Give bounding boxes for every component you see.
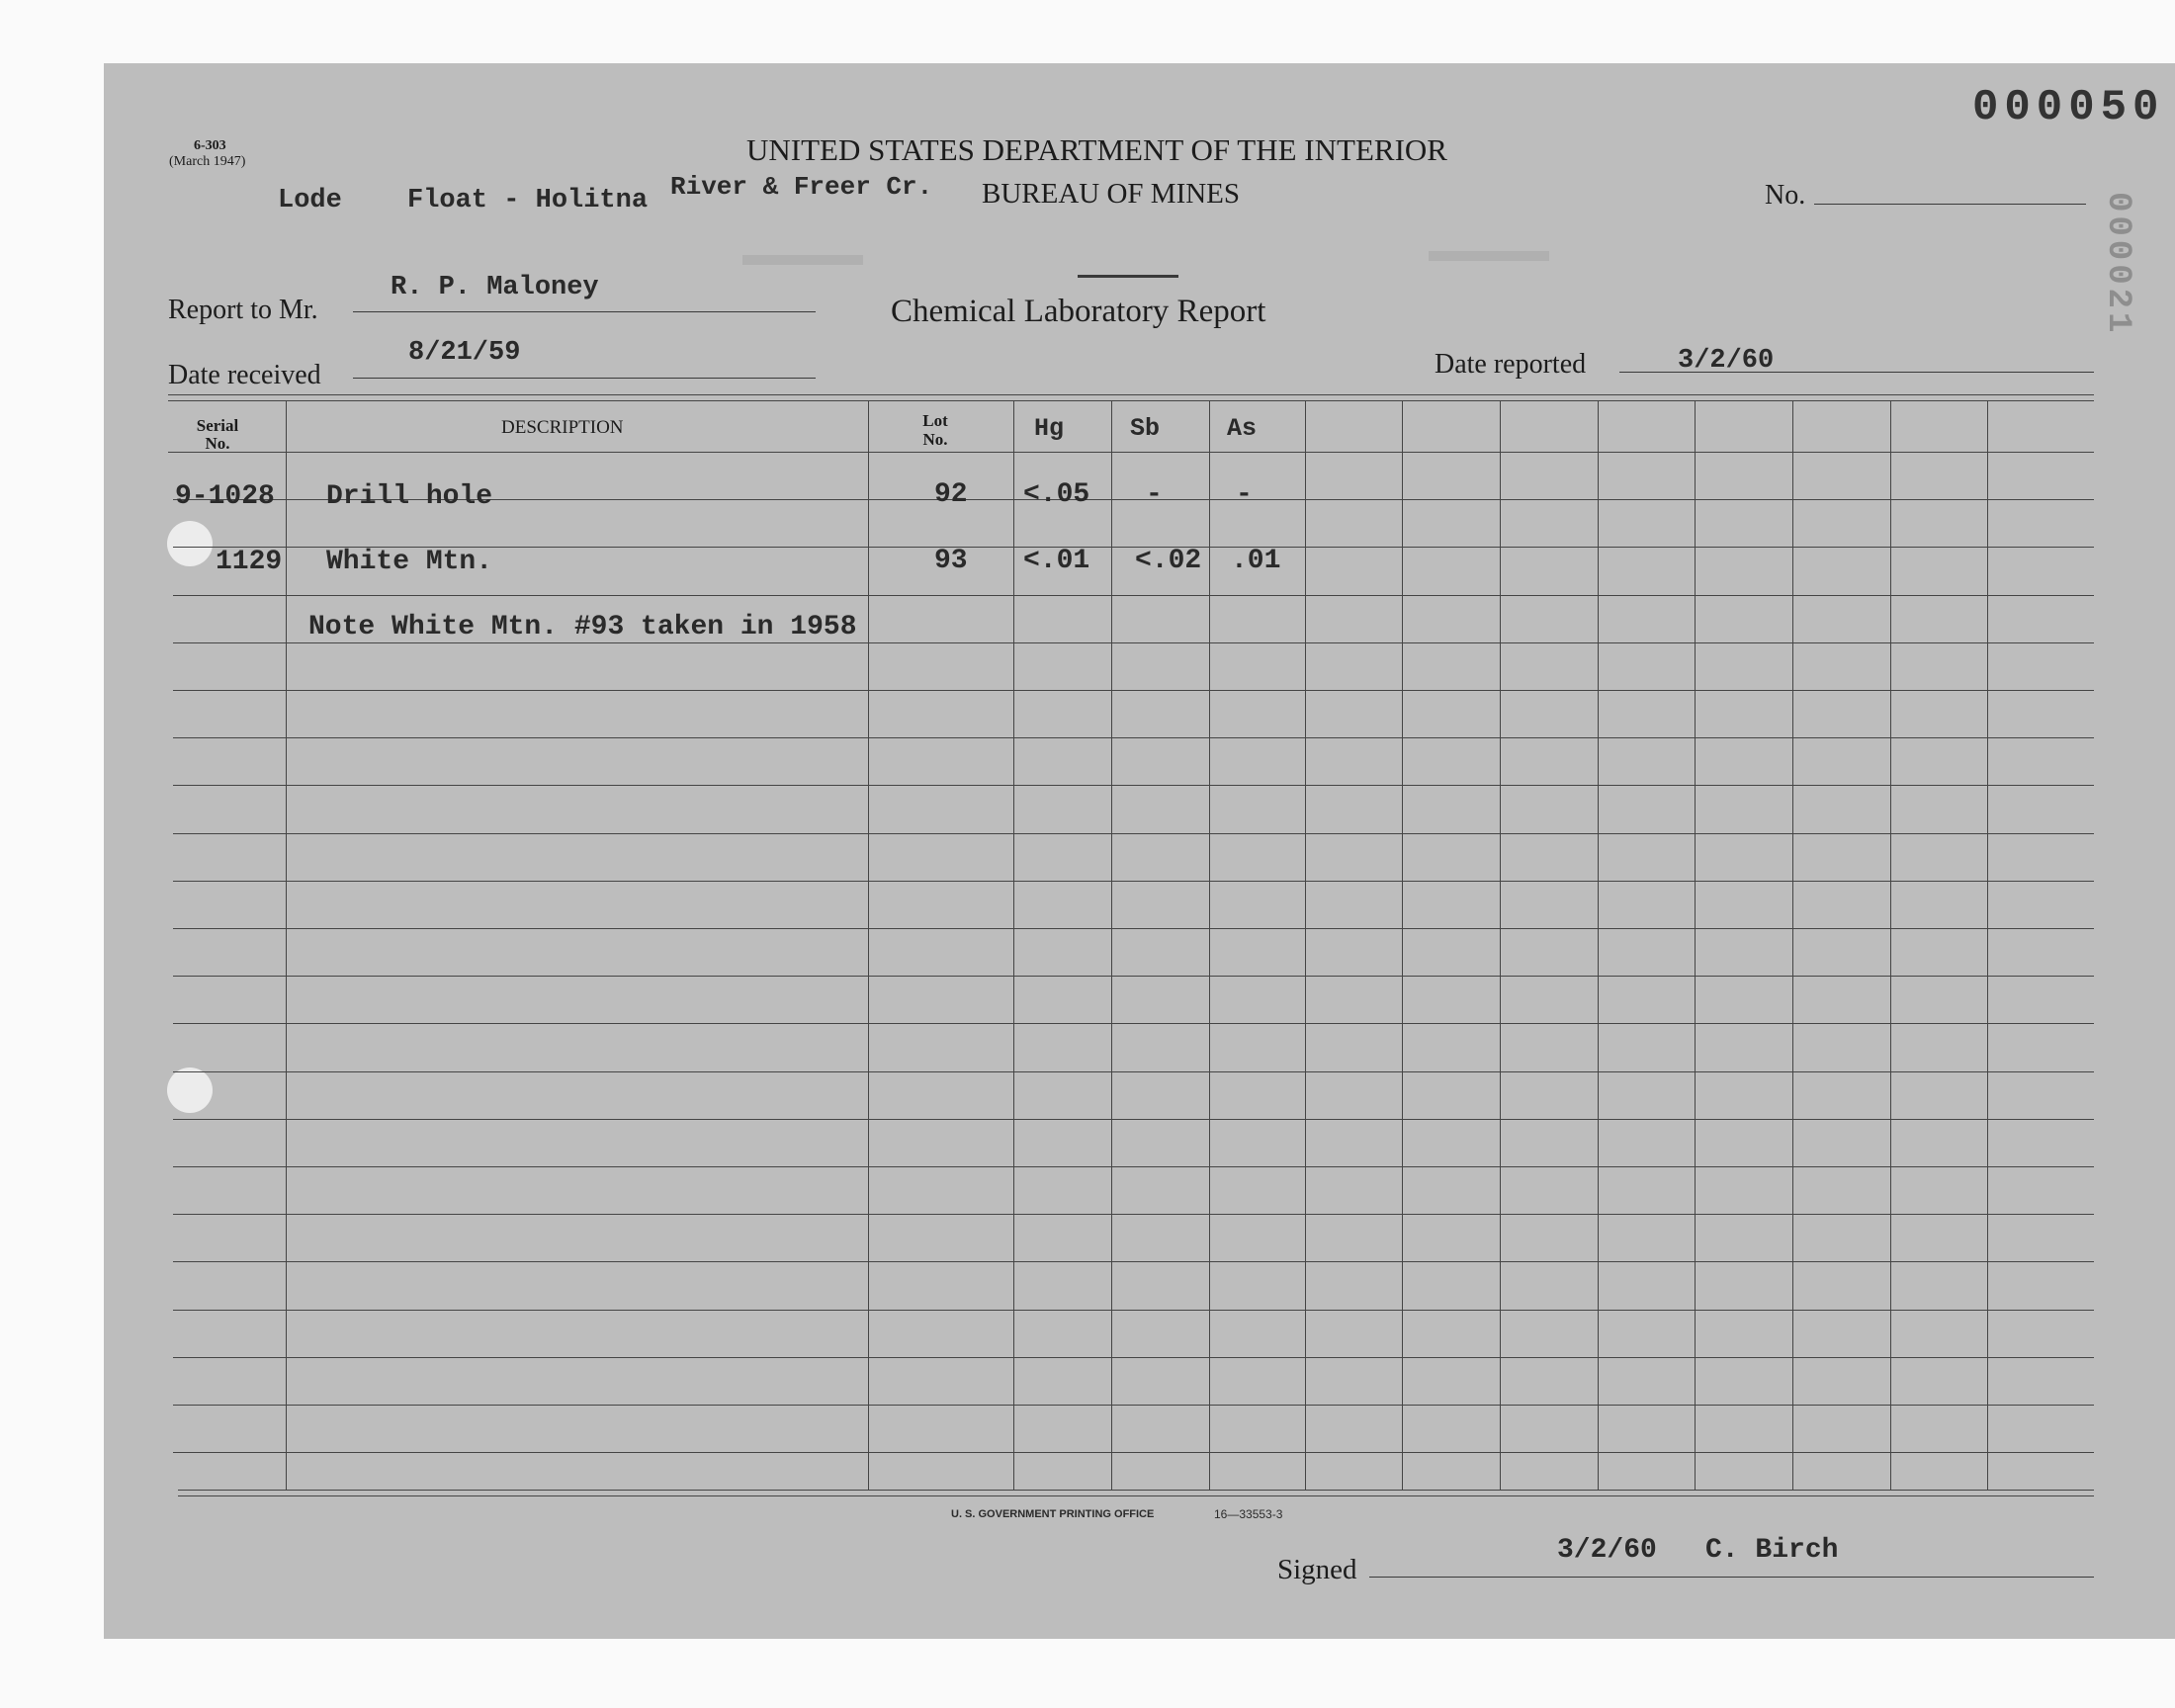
faint-mark bbox=[1429, 251, 1549, 261]
header-description: DESCRIPTION bbox=[501, 417, 624, 438]
bureau-title: BUREAU OF MINES bbox=[982, 178, 1241, 210]
table-column-rule bbox=[1695, 400, 1696, 1490]
location-float: Float - Holitna bbox=[407, 186, 649, 215]
header-bottom-rule bbox=[168, 452, 2094, 453]
table-column-rule bbox=[1402, 400, 1403, 1490]
table-row-rule bbox=[173, 1119, 2094, 1120]
report-to-label: Report to Mr. bbox=[168, 295, 318, 325]
row-1-description: Drill hole bbox=[326, 481, 493, 512]
date-received-line bbox=[353, 378, 816, 379]
table-row-rule bbox=[173, 595, 2094, 596]
table-row-rule bbox=[173, 928, 2094, 929]
table-row-rule bbox=[173, 1310, 2094, 1311]
location-lode: Lode bbox=[278, 186, 342, 215]
form-date: (March 1947) bbox=[169, 154, 246, 169]
row-1-serial: 9-1028 bbox=[175, 481, 275, 512]
date-received-value: 8/21/59 bbox=[408, 338, 521, 368]
table-column-rule bbox=[1305, 400, 1306, 1490]
row-1-hg: <.05 bbox=[1023, 479, 1090, 510]
signed-date: 3/2/60 bbox=[1557, 1535, 1657, 1566]
table-bottom-rule bbox=[178, 1490, 2094, 1491]
table-column-rule bbox=[1792, 400, 1793, 1490]
table-top-rule-inner bbox=[168, 400, 2094, 401]
table-row-rule bbox=[173, 833, 2094, 834]
table-row-rule bbox=[173, 1452, 2094, 1453]
date-reported-label: Date reported bbox=[1435, 349, 1587, 380]
table-row-rule bbox=[173, 1214, 2094, 1215]
table-column-rule bbox=[1598, 400, 1599, 1490]
location-river: River & Freer Cr. bbox=[670, 172, 933, 202]
row-2-hg: <.01 bbox=[1023, 546, 1090, 576]
signature-line bbox=[1369, 1577, 2094, 1578]
table-column-rule bbox=[1500, 400, 1501, 1490]
table-column-rule bbox=[286, 400, 287, 1490]
table-row-rule bbox=[173, 881, 2094, 882]
row-2-lot: 93 bbox=[934, 546, 968, 576]
row-1-lot: 92 bbox=[934, 479, 968, 510]
header-sb: Sb bbox=[1130, 414, 1161, 443]
table-top-rule bbox=[168, 394, 2094, 395]
table-row-rule bbox=[173, 1166, 2094, 1167]
table-row-rule bbox=[173, 1071, 2094, 1072]
header-serial: Serial No. bbox=[196, 416, 239, 453]
punch-hole-upper bbox=[167, 521, 213, 566]
table-row-rule bbox=[173, 1261, 2094, 1262]
table-column-rule bbox=[1111, 400, 1112, 1490]
print-code: 16—33553-3 bbox=[1214, 1507, 1283, 1521]
report-title: Chemical Laboratory Report bbox=[891, 294, 1266, 329]
header-lot: Lot No. bbox=[922, 411, 948, 449]
stamp-number: 000050 bbox=[1972, 83, 2165, 132]
table-row-rule bbox=[173, 1023, 2094, 1024]
header-as: As bbox=[1227, 414, 1258, 443]
punch-hole-lower bbox=[167, 1068, 213, 1113]
title-rule bbox=[1078, 275, 1178, 278]
row-1-sb: - bbox=[1146, 479, 1163, 510]
table-row-rule bbox=[173, 1357, 2094, 1358]
table-note: Note White Mtn. #93 taken in 1958 bbox=[308, 612, 857, 642]
table-row-rule bbox=[173, 785, 2094, 786]
date-received-label: Date received bbox=[168, 360, 321, 390]
signed-label: Signed bbox=[1277, 1554, 1357, 1585]
date-reported-line bbox=[1619, 372, 2094, 373]
table-column-rule bbox=[1013, 400, 1014, 1490]
row-1-as: - bbox=[1236, 479, 1253, 510]
table-row-rule bbox=[173, 976, 2094, 977]
table-column-rule bbox=[1987, 400, 1988, 1490]
report-to-line bbox=[353, 311, 816, 312]
signed-name: C. Birch bbox=[1705, 1535, 1839, 1566]
no-field-line bbox=[1814, 204, 2086, 205]
row-2-serial: 1129 bbox=[216, 547, 283, 577]
table-row-rule bbox=[173, 1405, 2094, 1406]
report-to-value: R. P. Maloney bbox=[391, 273, 599, 302]
table-row-rule bbox=[173, 737, 2094, 738]
faint-mark bbox=[742, 255, 863, 265]
row-2-as: .01 bbox=[1231, 546, 1281, 576]
table-column-rule bbox=[868, 400, 869, 1490]
form-number: 6-303 bbox=[194, 138, 226, 153]
table-column-rule bbox=[1209, 400, 1210, 1490]
header-hg: Hg bbox=[1034, 414, 1065, 443]
row-2-sb: <.02 bbox=[1135, 546, 1202, 576]
table-row-rule bbox=[173, 690, 2094, 691]
table-column-rule bbox=[1890, 400, 1891, 1490]
agency-title: UNITED STATES DEPARTMENT OF THE INTERIOR bbox=[746, 132, 1447, 167]
report-sheet bbox=[104, 63, 2175, 1639]
table-bottom-rule-inner bbox=[178, 1495, 2094, 1496]
row-2-description: White Mtn. bbox=[326, 547, 493, 577]
printing-office: U. S. GOVERNMENT PRINTING OFFICE bbox=[951, 1508, 1155, 1520]
side-stamp-number: 000021 bbox=[2099, 192, 2136, 337]
no-label: No. bbox=[1765, 180, 1806, 211]
date-reported-value: 3/2/60 bbox=[1678, 346, 1775, 376]
